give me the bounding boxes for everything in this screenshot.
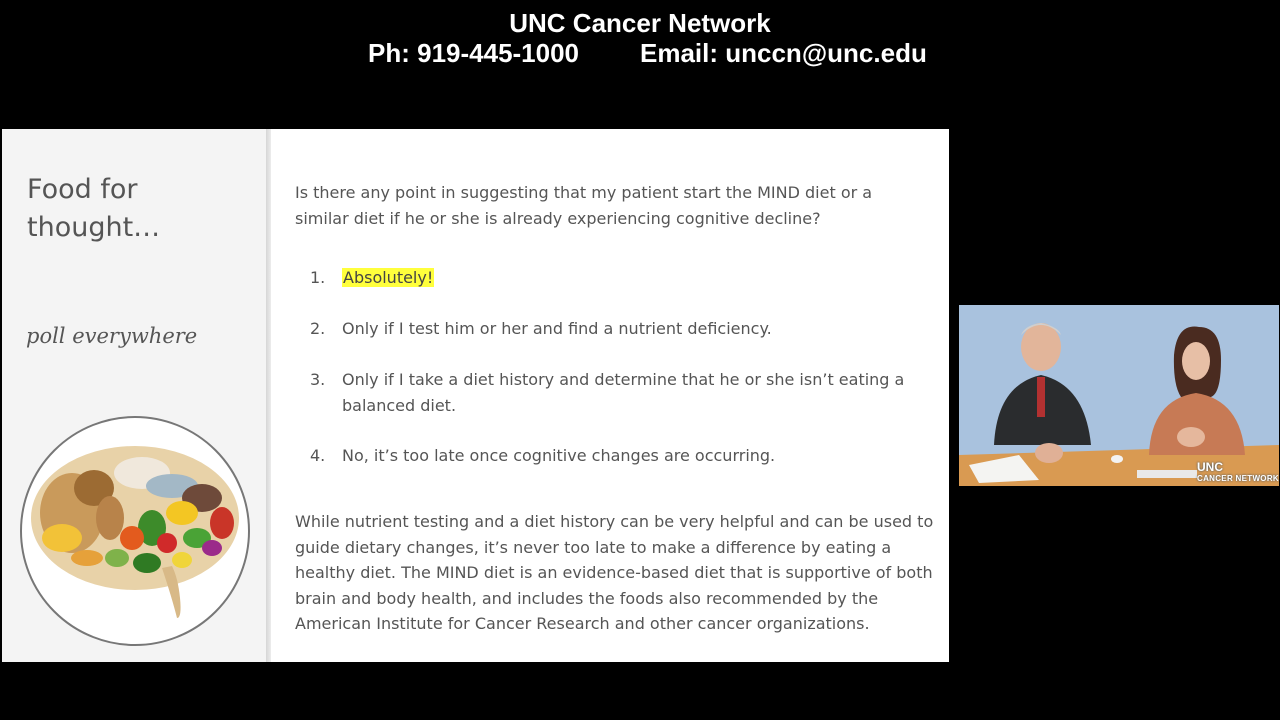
answer-explanation: While nutrient testing and a diet history can be very helpful and can be used to guide dietary changes, it’s never too late to make a difference by eating a healthy diet. The MIND diet is an evidence-based diet that is supportive of both brain and body health, and includes the foods also recommended by the American Institute for Cancer Research and other cancer organizations. [295, 512, 934, 633]
option-number: 3. [310, 370, 326, 389]
email-address: Email: unccn@unc.edu [640, 38, 927, 68]
option-number: 4. [310, 446, 326, 465]
poll-question: Is there any point in suggesting that my patient start the MIND diet or a similar diet if he or she is already experiencing cognitive decline? [295, 183, 873, 228]
slide-title: Food for thought… [27, 174, 161, 243]
stream-header [0, 0, 1280, 80]
network-title: UNC Cancer Network [509, 8, 771, 38]
highlighted-answer: Absolutely! [343, 268, 434, 287]
option-text: No, it’s too late once cognitive changes are occurring. [342, 446, 776, 465]
speaker-video-feed[interactable] [959, 305, 1279, 486]
slide-divider [266, 129, 271, 662]
brain-food-image [20, 416, 250, 646]
unc-cancer-network-logo [1197, 462, 1279, 484]
option-text: Only if I take a diet history and determine that he or she isn’t eating a balanced diet. [342, 370, 905, 415]
poll-everywhere-logo: poll everywhere [26, 324, 198, 348]
presentation-slide [2, 129, 949, 662]
option-text [342, 265, 922, 291]
option-text: Only if I test him or her and find a nutrient deficiency. [342, 319, 772, 338]
logo-main-text: UNC [1197, 460, 1223, 474]
option-number: 1. [310, 268, 326, 287]
option-number: 2. [310, 319, 326, 338]
logo-sub-text: CANCER NETWORK [1197, 474, 1279, 483]
phone-number: Ph: 919-445-1000 [368, 38, 580, 68]
